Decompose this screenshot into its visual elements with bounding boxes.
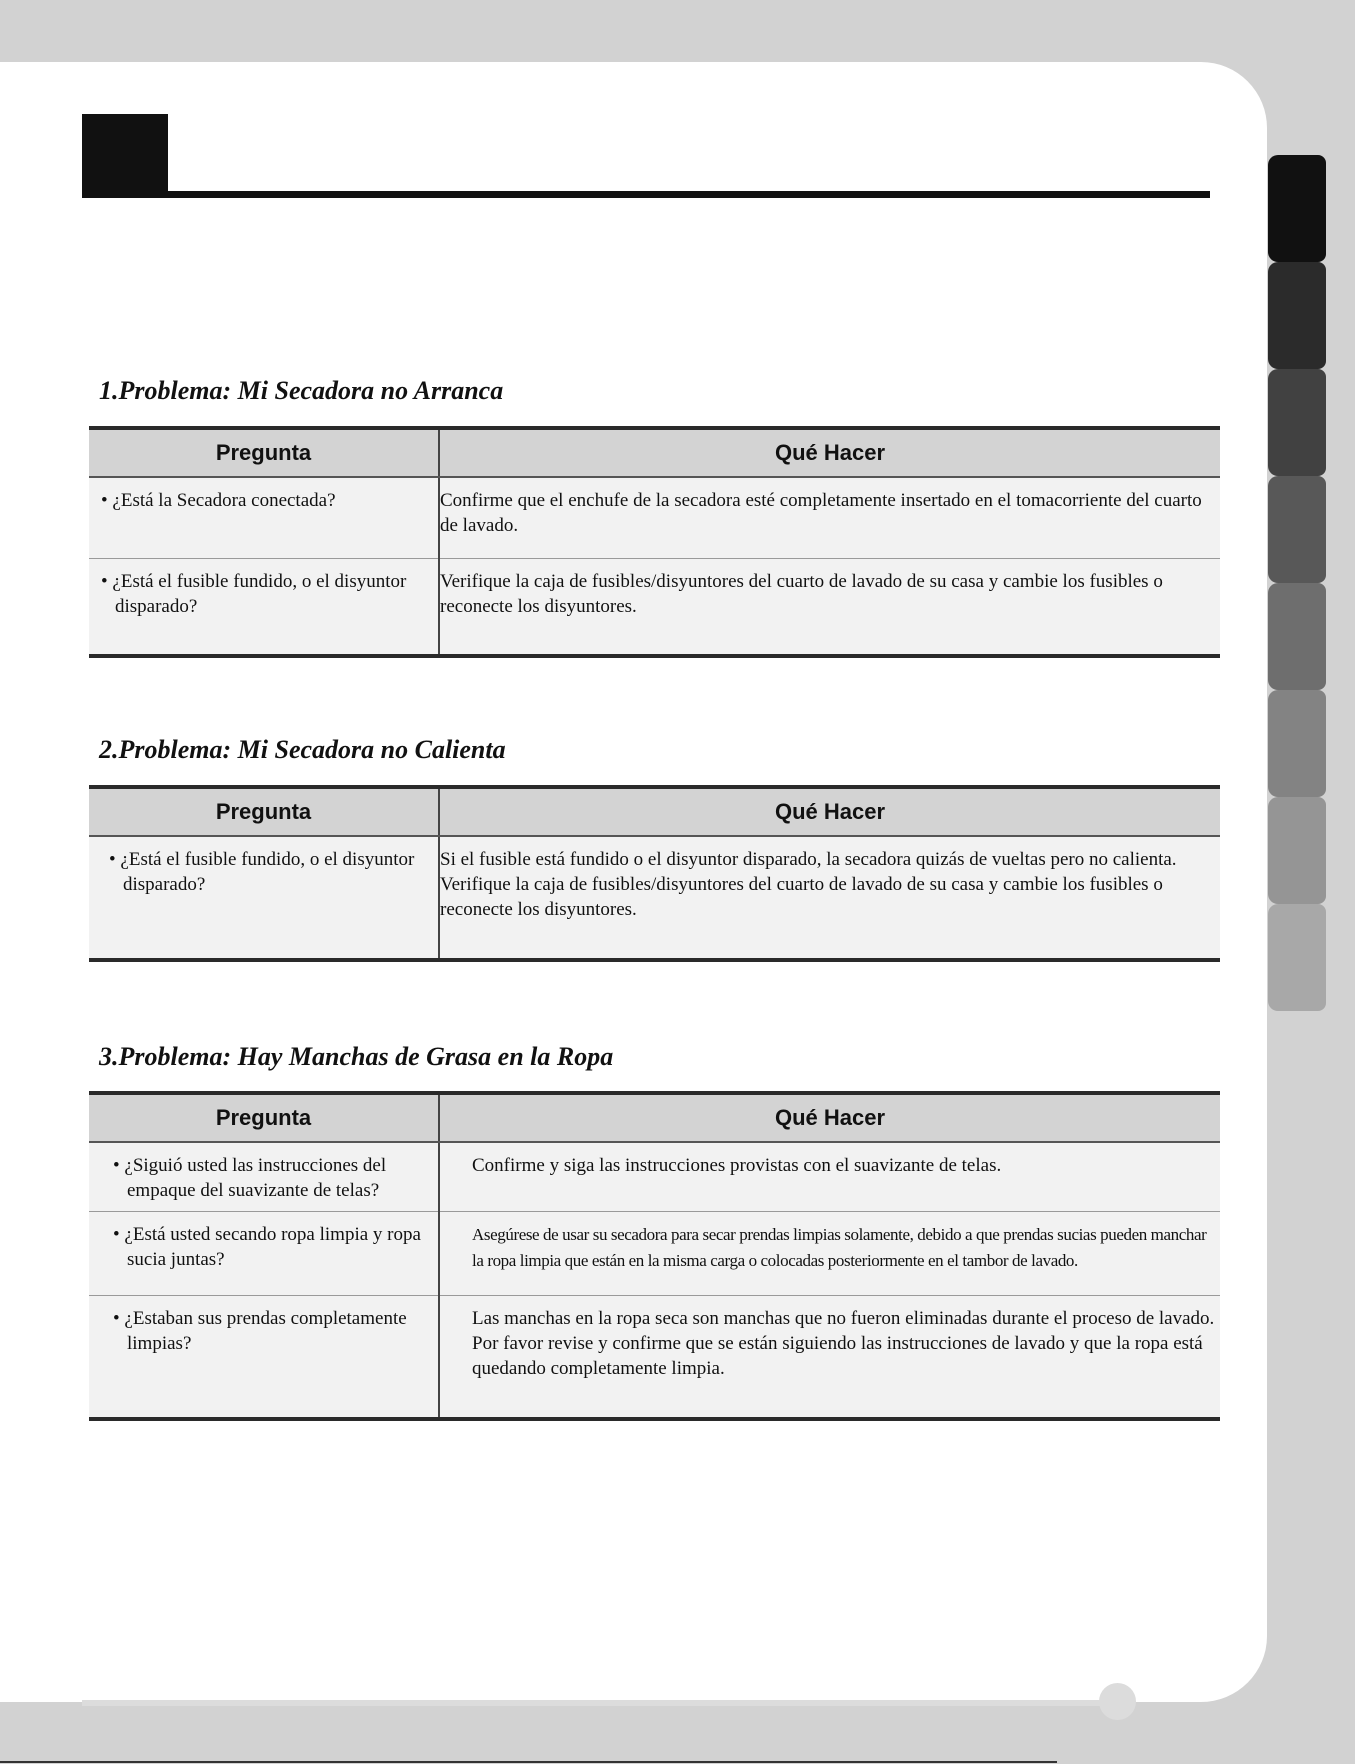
bottom-edge-line xyxy=(0,1761,1057,1763)
section-title-3: 3.Problema: Hay Manchas de Grasa en la Ropa xyxy=(99,1042,614,1071)
section-title-1: 1.Problema: Mi Secadora no Arranca xyxy=(99,376,504,405)
chapter-side-tabs xyxy=(1268,155,1326,1606)
side-tab-5[interactable] xyxy=(1268,583,1326,690)
troubleshooting-table-2 xyxy=(89,785,1220,962)
table-row xyxy=(89,477,1220,558)
question-text: • ¿Siguió usted las instrucciones del empaque del suavizante de telas? xyxy=(113,1155,387,1201)
page-corner-background xyxy=(1163,1702,1355,1764)
question-text: • ¿Está el fusible fundido, o el disyuntor disparado? xyxy=(109,849,415,895)
table-row xyxy=(89,1142,1220,1212)
footer-page-dot xyxy=(1099,1683,1136,1720)
troubleshooting-table-3 xyxy=(89,1091,1220,1421)
side-tab-1[interactable] xyxy=(1268,155,1326,262)
footer-rule xyxy=(82,1700,1122,1706)
table-row xyxy=(89,1296,1220,1419)
action-text: Verifique la caja de fusibles/disyuntores del cuarto de lavado de su casa y cambie los fusibles o reconecte los disyuntores. xyxy=(439,558,1220,656)
side-tab-filler xyxy=(1268,1011,1326,1606)
side-tab-2[interactable] xyxy=(1268,262,1326,369)
side-tab-7[interactable] xyxy=(1268,797,1326,904)
column-header-question: Pregunta xyxy=(89,428,439,477)
troubleshooting-table-1 xyxy=(89,426,1220,658)
header-rule xyxy=(82,191,1210,198)
side-tab-3[interactable] xyxy=(1268,369,1326,476)
action-text: Asegúrese de usar su secadora para secar prendas limpias solamente, debido a que prendas sucias pueden manchar la ropa limpia que están en la misma carga o colocadas posteriormente en el tambor de lavado. xyxy=(439,1212,1220,1296)
column-header-action: Qué Hacer xyxy=(439,428,1220,477)
side-tab-6[interactable] xyxy=(1268,690,1326,797)
action-text: Confirme y siga las instrucciones provistas con el suavizante de telas. xyxy=(439,1142,1220,1212)
side-tab-4[interactable] xyxy=(1268,476,1326,583)
question-text: • ¿Está la Secadora conectada? xyxy=(101,490,336,511)
column-header-question: Pregunta xyxy=(89,1093,439,1142)
section-title-2: 2.Problema: Mi Secadora no Calienta xyxy=(99,735,506,764)
action-text: Confirme que el enchufe de la secadora esté completamente insertado en el tomacorriente del cuarto de lavado. xyxy=(439,477,1220,558)
column-header-action: Qué Hacer xyxy=(439,787,1220,836)
column-header-action: Qué Hacer xyxy=(439,1093,1220,1142)
question-text: • ¿Está el fusible fundido, o el disyuntor disparado? xyxy=(101,570,407,617)
action-text: Las manchas en la ropa seca son manchas que no fueron eliminadas durante el proceso de lavado. Por favor revise y confirme que se están siguiendo las instrucciones de lavado y que la ropa está quedando completamente limpia. xyxy=(439,1296,1220,1419)
side-tab-8[interactable] xyxy=(1268,904,1326,1011)
question-text: • ¿Está usted secando ropa limpia y ropa sucia juntas? xyxy=(113,1224,421,1270)
table-row xyxy=(89,558,1220,656)
table-row xyxy=(89,836,1220,960)
chapter-marker-block xyxy=(82,114,168,194)
action-text: Si el fusible está fundido o el disyuntor disparado, la secadora quizás de vueltas pero no calienta. Verifique la caja de fusibles/disyuntores del cuarto de lavado de su casa y cambie los fusibles o reconecte los disyuntores. xyxy=(439,836,1220,960)
table-row xyxy=(89,1212,1220,1296)
question-text: • ¿Estaban sus prendas completamente limpias? xyxy=(113,1308,407,1354)
column-header-question: Pregunta xyxy=(89,787,439,836)
